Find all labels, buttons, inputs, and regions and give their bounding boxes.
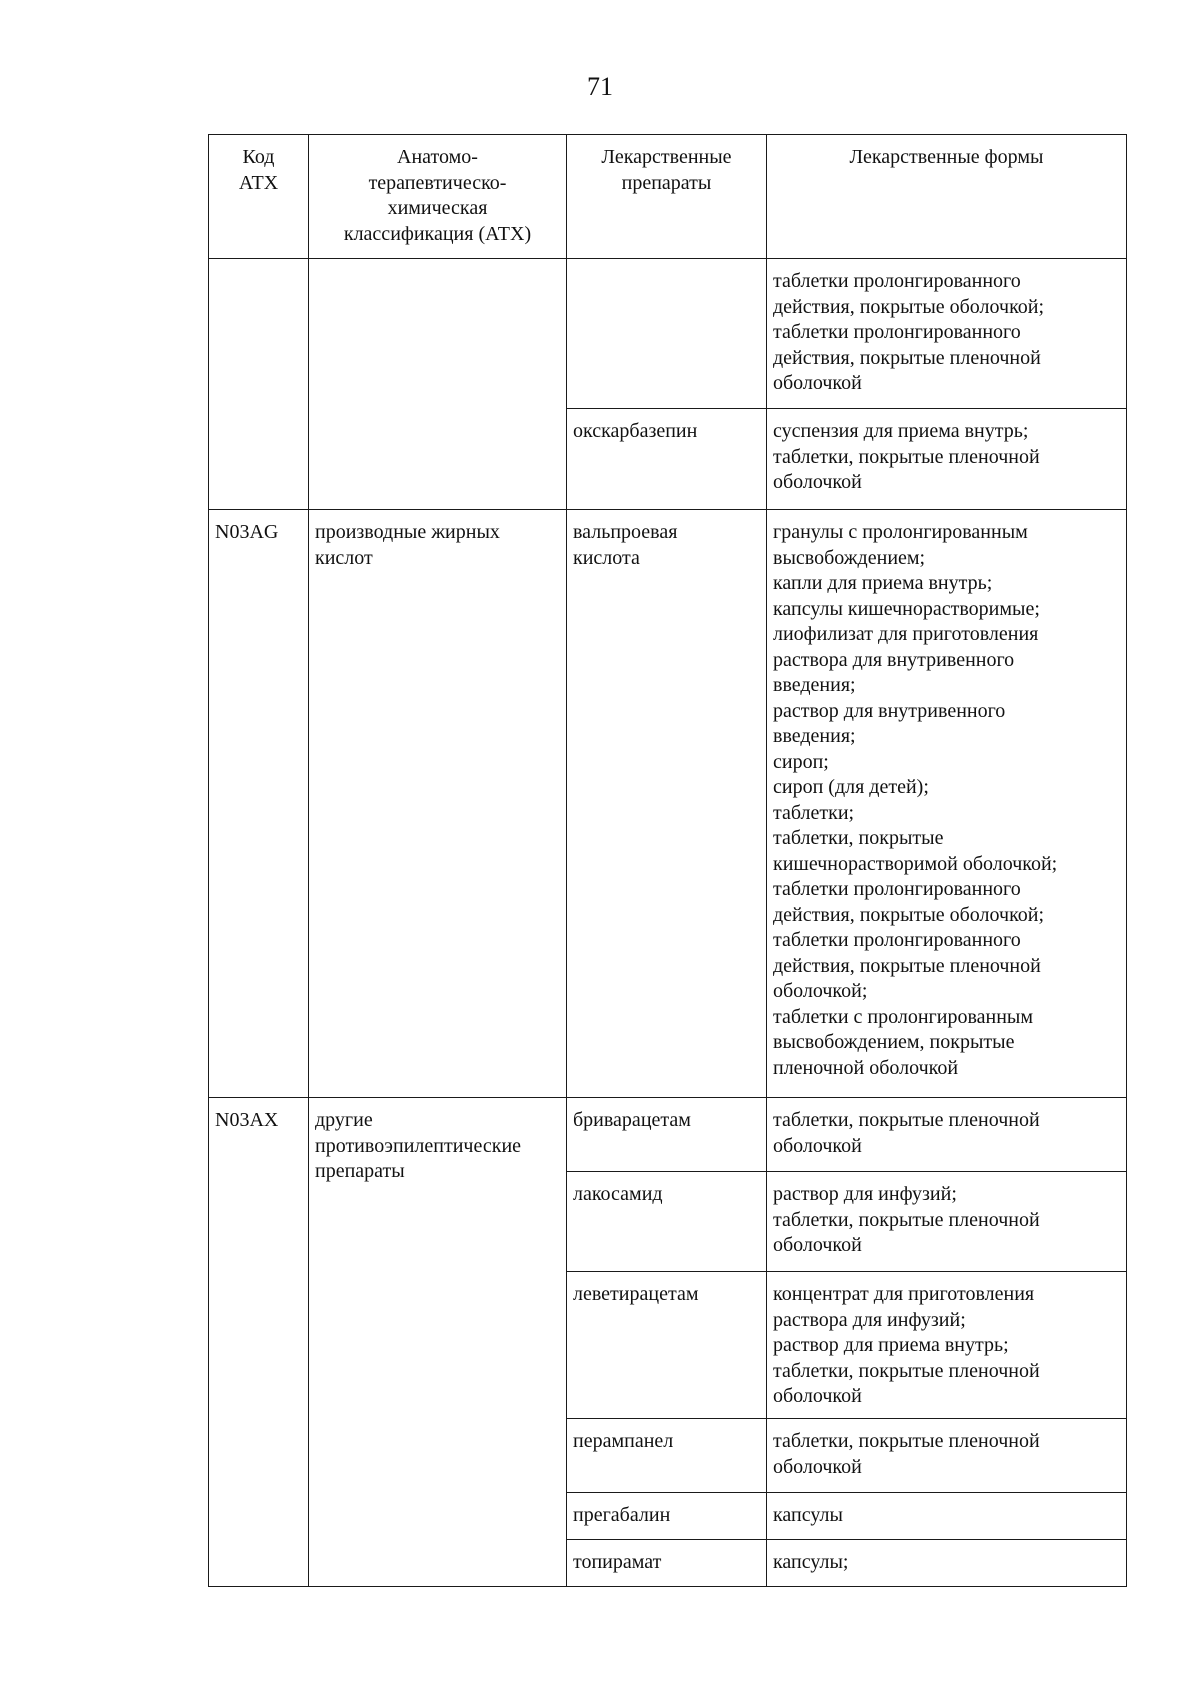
drug-cell <box>567 1493 767 1540</box>
cell-text-line: таблетки, покрытые пленочной <box>773 445 1040 468</box>
cell-text-line: оболочкой <box>773 372 862 394</box>
cell-text-line: другие <box>315 1109 373 1131</box>
code-cell <box>209 259 309 510</box>
cell-text-line: высвобождением; <box>773 546 926 569</box>
cell-text-line: АТХ <box>238 171 279 194</box>
cell-text-line: оболочкой; <box>773 980 868 1002</box>
header-code <box>209 135 309 259</box>
cell-text-line: таблетки, покрытые пленочной <box>773 1359 1040 1382</box>
cell-text-line: окскарбазепин <box>573 420 698 442</box>
forms-cell <box>767 1272 1127 1419</box>
cell-text-line: химическая <box>387 197 488 219</box>
cell-text-line: таблетки, покрытые пленочной <box>773 1208 1040 1231</box>
cell-text-line: кишечнорастворимой оболочкой; <box>773 852 1058 875</box>
cell-text-line: капсулы кишечнорастворимые; <box>773 597 1040 620</box>
forms-cell <box>767 259 1127 409</box>
cell-text-line: действия, покрытые оболочкой; <box>773 295 1045 318</box>
cell-text-line: таблетки, покрытые пленочной <box>773 1109 1040 1131</box>
cell-text-line: препараты <box>315 1160 405 1182</box>
cell-text-line: Код <box>242 146 275 168</box>
cell-text-line: таблетки; <box>773 801 855 824</box>
cell-text-line: таблетки, покрытые <box>773 827 944 849</box>
cell-text-line: капсулы; <box>773 1551 849 1573</box>
cell-text-line: суспензия для приема внутрь; <box>773 420 1029 442</box>
code-cell: N03AX <box>209 1098 309 1587</box>
cell-text-line: лиофилизат для приготовления <box>773 623 1039 645</box>
cell-text-line: лакосамид <box>573 1183 663 1205</box>
cell-text-line: Анатомо- <box>397 146 478 168</box>
forms-cell <box>767 1540 1127 1587</box>
cell-text-line: капсулы <box>773 1504 843 1526</box>
cell-text-line: перампанел <box>573 1430 674 1452</box>
table-row <box>209 1098 1127 1172</box>
header-drugs <box>567 135 767 259</box>
cell-text-line: кислот <box>315 546 373 569</box>
drug-cell <box>567 1098 767 1172</box>
cell-text-line: капли для приема внутрь; <box>773 572 993 594</box>
cell-text-line: противоэпилептические <box>315 1134 522 1157</box>
cell-text-line: таблетки пролонгированного <box>773 270 1021 292</box>
table-row <box>209 510 1127 1098</box>
drug-cell <box>567 510 767 1098</box>
cell-text-line: оболочкой <box>773 1455 862 1478</box>
cell-text-line: топирамат <box>573 1551 662 1573</box>
forms-cell <box>767 510 1127 1098</box>
cell-text-line: введения; <box>773 674 856 696</box>
cell-text-line: оболочкой <box>773 1234 862 1256</box>
cell-text-line: концентрат для приготовления <box>773 1283 1035 1305</box>
cell-text-line: высвобождением, покрытые <box>773 1031 1015 1053</box>
cell-text-line: бриварацетам <box>573 1109 691 1131</box>
cell-text-line: действия, покрытые оболочкой; <box>773 903 1045 926</box>
cell-text-line: действия, покрытые пленочной <box>773 954 1041 977</box>
cell-text-line: раствора для инфузий; <box>773 1308 966 1331</box>
page-number: 71 <box>587 72 613 101</box>
cell-text-line: введения; <box>773 725 856 747</box>
header-classification <box>309 135 567 259</box>
cell-text-line: препараты <box>621 171 712 194</box>
cell-text-line: таблетки, покрытые пленочной <box>773 1430 1040 1452</box>
cell-text-line: сироп (для детей); <box>773 776 929 798</box>
cell-text-line: раствора для внутривенного <box>773 648 1015 671</box>
cell-text-line: таблетки пролонгированного <box>773 321 1021 343</box>
cell-text-line: таблетки пролонгированного <box>773 878 1021 900</box>
forms-cell <box>767 1419 1127 1493</box>
cell-text-line: производные жирных <box>315 521 500 543</box>
forms-cell <box>767 1172 1127 1272</box>
cell-text-line: пленочной оболочкой <box>773 1056 959 1079</box>
cell-text-line: Лекарственные <box>601 146 732 168</box>
drug-cell <box>567 409 767 510</box>
forms-cell <box>767 1098 1127 1172</box>
cell-text-line: сироп; <box>773 750 829 773</box>
cell-text-line: гранулы с пролонгированным <box>773 521 1028 543</box>
classification-cell <box>309 510 567 1098</box>
cell-text-line: действия, покрытые пленочной <box>773 346 1041 369</box>
cell-text-line: таблетки пролонгированного <box>773 929 1021 951</box>
code-cell: N03AG <box>209 510 309 1098</box>
forms-cell <box>767 1493 1127 1540</box>
atx-table <box>208 134 1127 1587</box>
table-header-row <box>209 135 1127 259</box>
classification-cell <box>309 259 567 510</box>
forms-cell <box>767 409 1127 510</box>
cell-text-line: раствор для инфузий; <box>773 1183 957 1205</box>
cell-text-line: раствор для приема внутрь; <box>773 1334 1009 1356</box>
drug-cell <box>567 1272 767 1419</box>
cell-text-line: терапевтическо- <box>368 171 507 194</box>
cell-text-line: Лекарственные формы <box>849 146 1044 168</box>
header-forms <box>767 135 1127 259</box>
cell-text-line: таблетки с пролонгированным <box>773 1005 1034 1028</box>
cell-text-line: оболочкой <box>773 1385 862 1407</box>
cell-text-line: прегабалин <box>573 1504 671 1526</box>
table-row <box>209 259 1127 409</box>
cell-text-line: оболочкой <box>773 471 862 493</box>
classification-cell <box>309 1098 567 1587</box>
cell-text-line: классификация (АТХ) <box>343 222 532 245</box>
drug-cell <box>567 1172 767 1272</box>
cell-text-line: леветирацетам <box>573 1283 699 1305</box>
cell-text-line: кислота <box>573 546 640 569</box>
cell-text-line: вальпроевая <box>573 521 678 543</box>
cell-text-line: оболочкой <box>773 1134 862 1157</box>
cell-text-line: раствор для внутривенного <box>773 699 1006 722</box>
drug-cell <box>567 1540 767 1587</box>
drug-cell <box>567 259 767 409</box>
drug-cell <box>567 1419 767 1493</box>
